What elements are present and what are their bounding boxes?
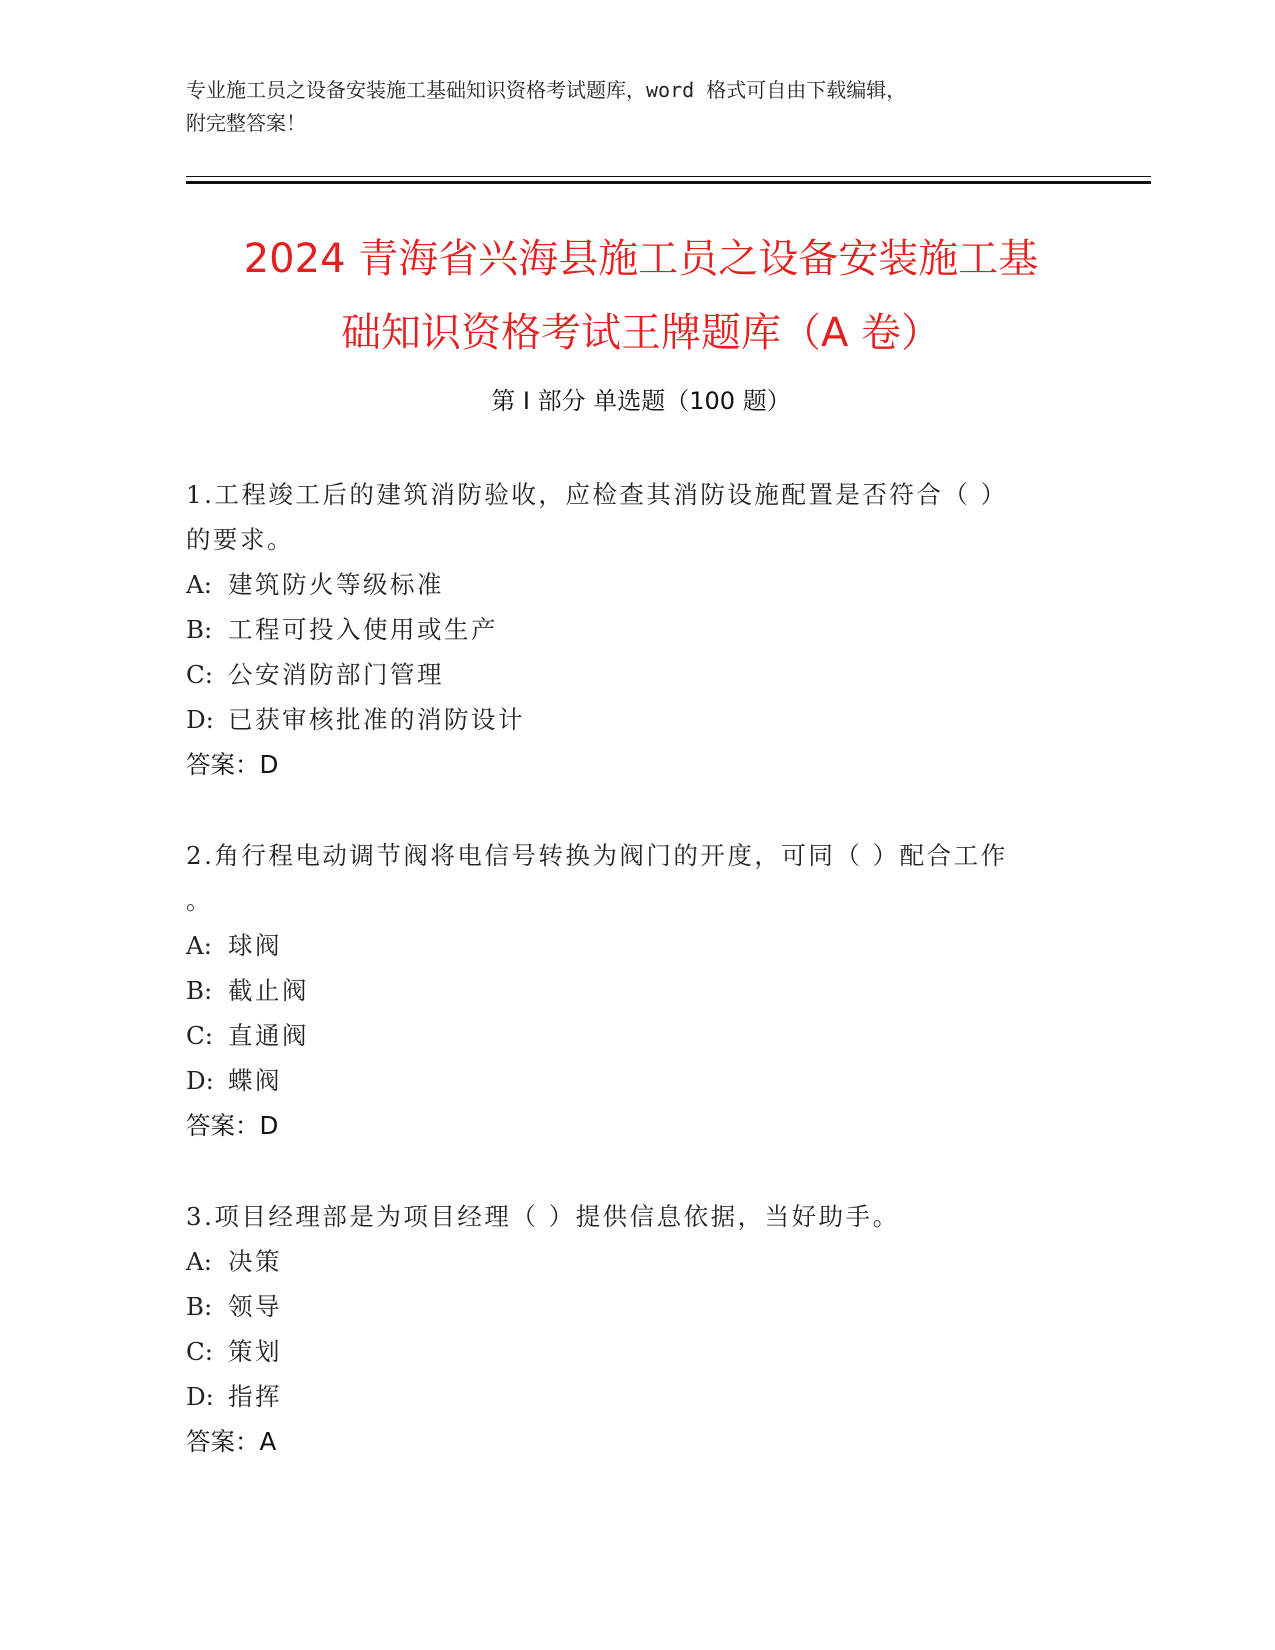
option-d <box>186 1374 1086 1419</box>
question-1 <box>186 472 1086 787</box>
header-note-line-1: 专业施工员之设备安装施工基础知识资格考试题库，word 格式可自由下载编辑， <box>186 78 907 102</box>
option-text: 领导 <box>228 1292 282 1321</box>
option-d <box>186 1058 1086 1103</box>
option-key: C: <box>186 660 214 689</box>
question-3 <box>186 1194 1086 1464</box>
question-stem-line: 的要求。 <box>186 525 294 554</box>
option-key: C: <box>186 1337 214 1366</box>
header-divider-thin <box>186 176 1151 177</box>
answer-line: 答案：A <box>186 1427 277 1456</box>
question-list <box>186 472 1086 1510</box>
header-divider-thick <box>186 181 1151 184</box>
option-text: 蝶阀 <box>228 1066 282 1095</box>
option-text: 球阀 <box>228 931 282 960</box>
option-text: 截止阀 <box>228 976 309 1005</box>
answer-line: 答案：D <box>186 750 279 779</box>
option-text: 策划 <box>228 1337 282 1366</box>
option-a <box>186 923 1086 968</box>
document-title-line-1: 2024 青海省兴海县施工员之设备安装施工基 <box>243 236 1039 282</box>
option-key: C: <box>186 1021 214 1050</box>
option-key: B: <box>186 615 213 644</box>
option-c <box>186 1329 1086 1374</box>
document-title-line-2: 础知识资格考试王牌题库（A 卷） <box>340 310 942 356</box>
header-note <box>186 74 1066 140</box>
option-key: D: <box>186 1382 214 1411</box>
question-stem-line: 1.工程竣工后的建筑消防验收，应检查其消防设施配置是否符合（ ） <box>186 480 1008 509</box>
option-a <box>186 1239 1086 1284</box>
option-c <box>186 1013 1086 1058</box>
section-heading: 第 I 部分 单选题（100 题） <box>491 387 791 415</box>
question-stem-line: 2.角行程电动调节阀将电信号转换为阀门的开度，可同（ ）配合工作 <box>186 841 1008 870</box>
option-text: 决策 <box>228 1247 282 1276</box>
header-note-line-2: 附完整答案！ <box>186 111 306 135</box>
option-key: B: <box>186 976 213 1005</box>
option-text: 指挥 <box>228 1382 282 1411</box>
option-key: B: <box>186 1292 213 1321</box>
option-d <box>186 697 1086 742</box>
option-text: 直通阀 <box>228 1021 309 1050</box>
option-text: 公安消防部门管理 <box>228 660 444 689</box>
option-text: 建筑防火等级标准 <box>228 570 444 599</box>
option-key: D: <box>186 1066 214 1095</box>
answer-line: 答案：D <box>186 1111 279 1140</box>
option-b <box>186 607 1086 652</box>
option-text: 工程可投入使用或生产 <box>228 615 498 644</box>
question-2 <box>186 833 1086 1148</box>
question-stem-line: 。 <box>186 886 213 915</box>
option-key: A: <box>186 570 212 599</box>
option-key: A: <box>186 1247 212 1276</box>
option-b <box>186 1284 1086 1329</box>
option-key: A: <box>186 931 212 960</box>
option-c <box>186 652 1086 697</box>
option-a <box>186 562 1086 607</box>
document-title <box>186 222 1096 370</box>
question-stem-line: 3.项目经理部是为项目经理（ ）提供信息依据，当好助手。 <box>186 1202 900 1231</box>
option-b <box>186 968 1086 1013</box>
option-key: D: <box>186 705 214 734</box>
option-text: 已获审核批准的消防设计 <box>228 705 525 734</box>
